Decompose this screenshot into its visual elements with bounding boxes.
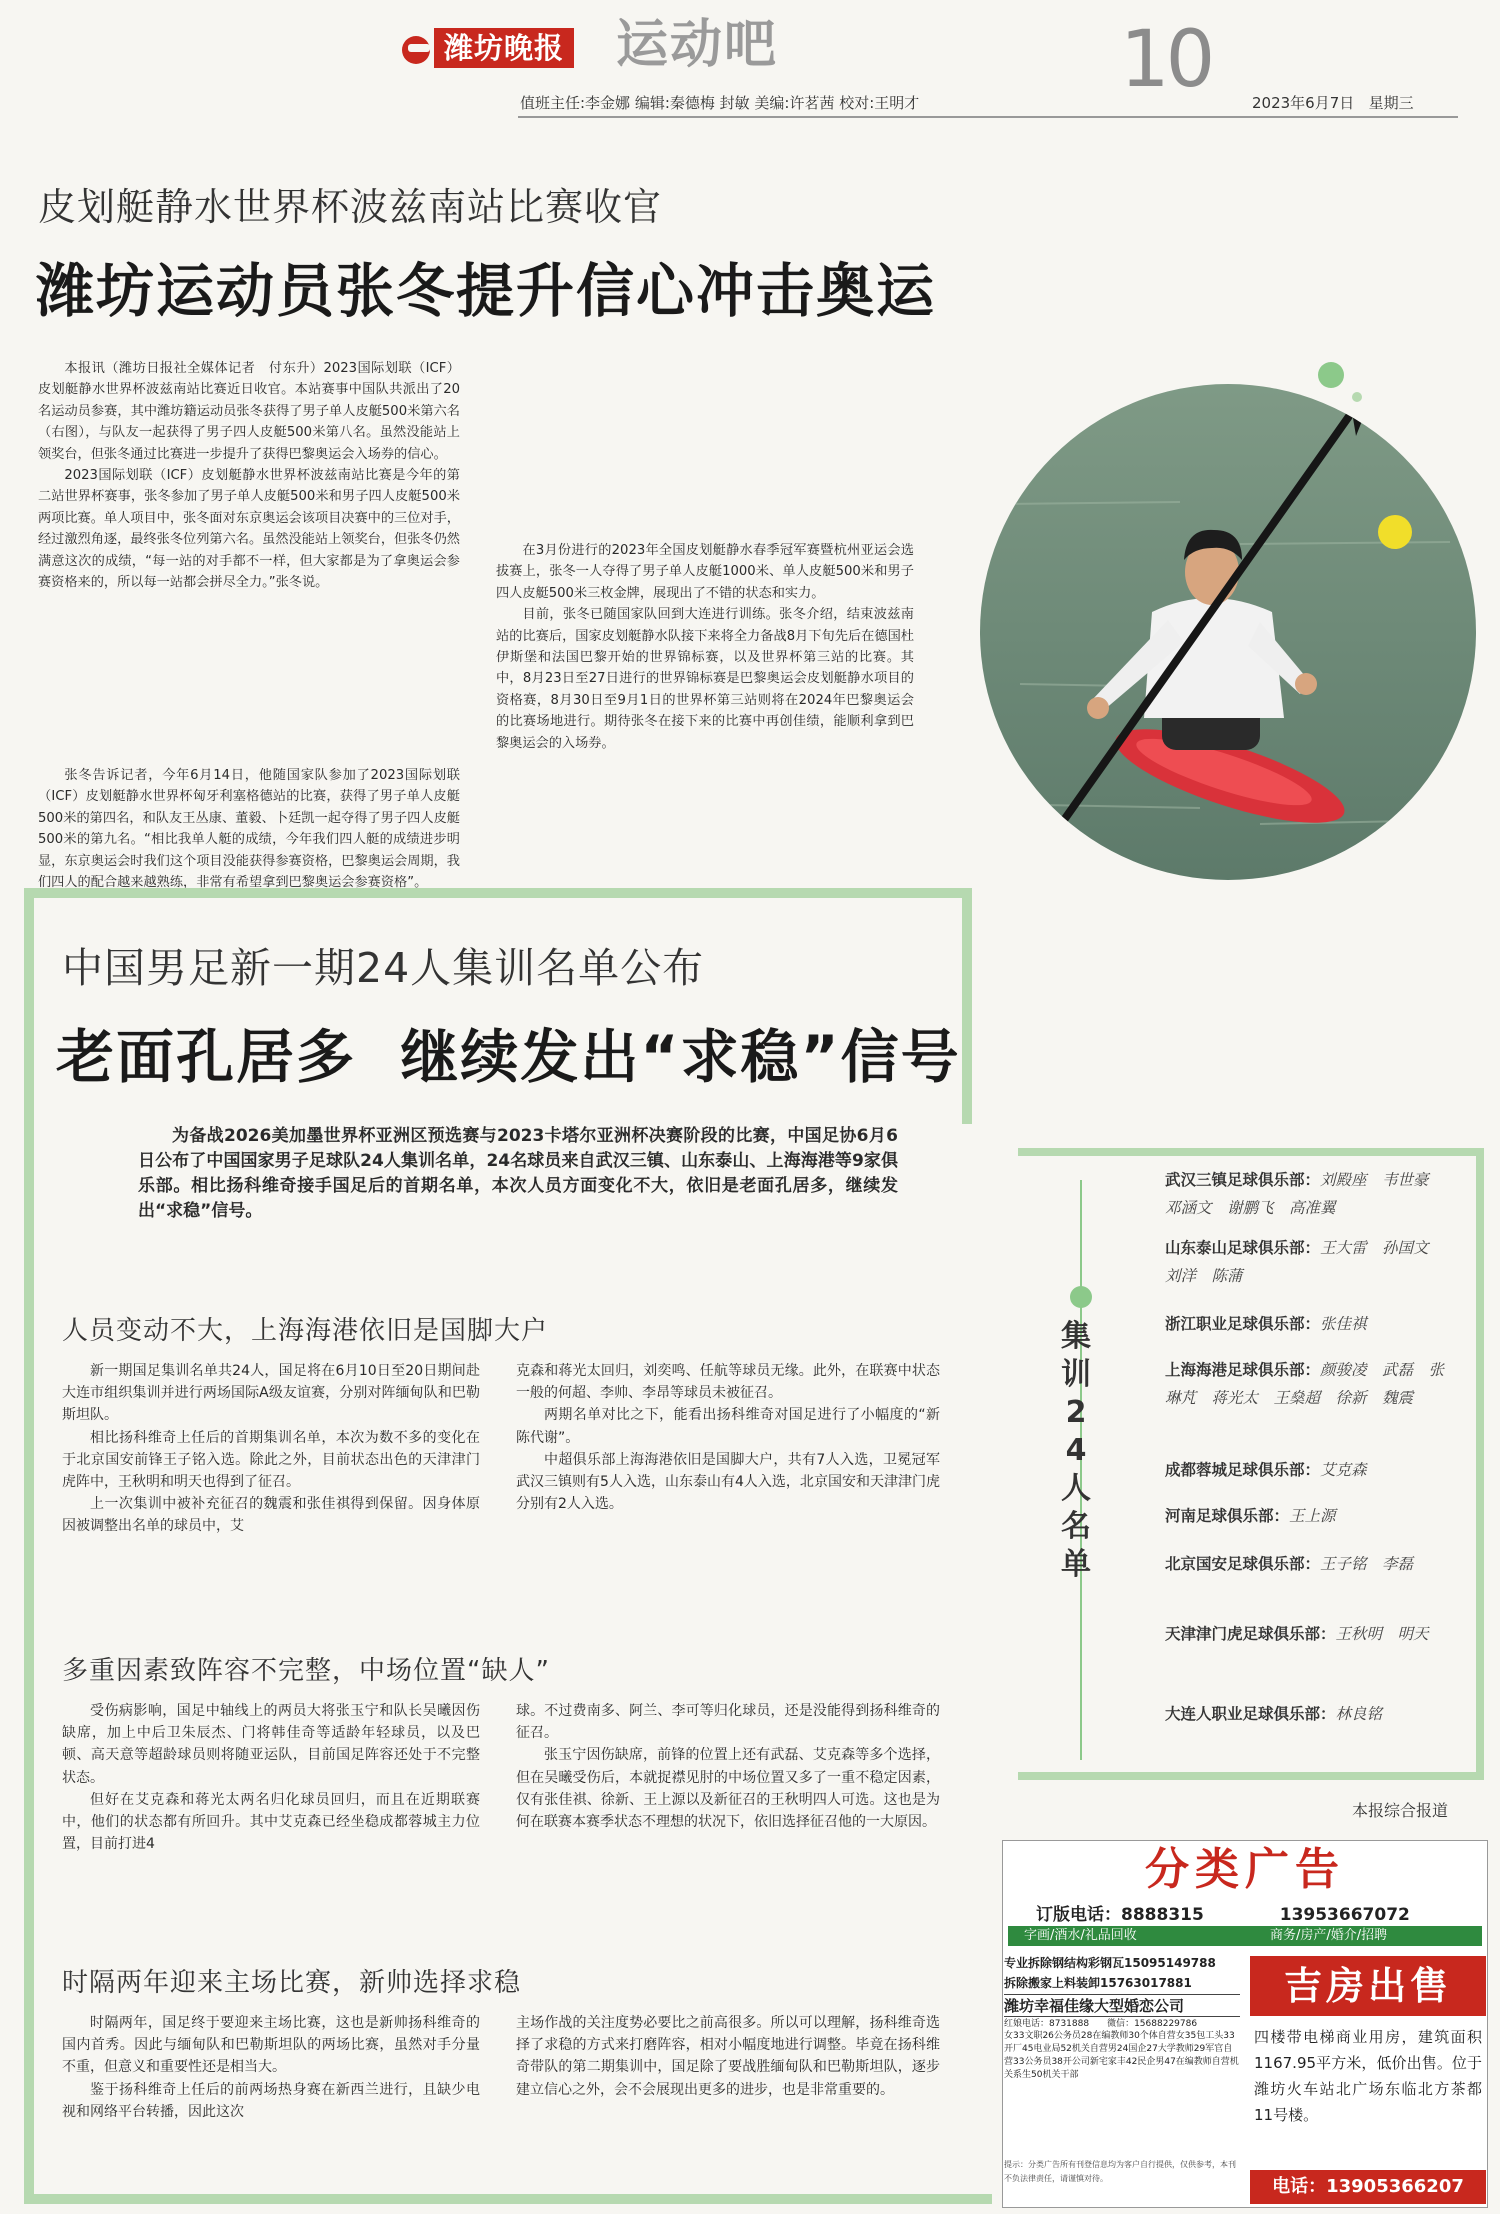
category-left: 字画/酒水/礼品回收: [1024, 1928, 1137, 1943]
section1-paragraph: 两期名单对比之下，能看出扬科维奇对国足进行了小幅度的“新陈代谢”。: [516, 1407, 940, 1446]
roster-dot: [1070, 1286, 1092, 1308]
phone-label: 订版电话：: [1036, 1905, 1121, 1925]
article1-col3: [496, 540, 914, 754]
section1-paragraph: 中超俱乐部上海海港依旧是国脚大户，共有7人入选，卫冕冠军武汉三镇则有5人入选，山东泰山有4人入选，北京国安和天津津门虎分别有2人入选。: [516, 1451, 940, 1513]
section1-left: [62, 1360, 480, 1538]
weekday: 星期三: [1368, 94, 1414, 112]
roster-players: 王上源: [1289, 1507, 1336, 1525]
section1-paragraph: 上一次集训中被补充征召的魏震和张佳祺得到保留。因身体原因被调整出名单的球员中，艾: [62, 1496, 480, 1535]
roster-club-name: 河南足球俱乐部：: [1165, 1507, 1290, 1525]
section3-paragraph: 鉴于扬科维奇上任后的前两场热身赛在新西兰进行，且缺少电视和网络平台转播，因此这次: [62, 2081, 480, 2120]
roster-club: [1165, 1310, 1455, 1338]
issue-date: [1252, 92, 1414, 113]
roster-players: 王大雷 孙国文 刘洋 陈蒲: [1165, 1239, 1445, 1285]
section2-paragraph: 受伤病影响，国足中轴线上的两员大将张玉宁和队长吴曦因伤缺席，加上中后卫朱辰杰、门将韩佳奇等适龄年轻球员，以及巴顿、高天意等超龄球员则将随亚运队，目前国足阵容还处于不完整状态。: [62, 1703, 480, 1786]
roster-players: 张佳祺: [1320, 1315, 1367, 1333]
roster-club: [1165, 1356, 1455, 1412]
phone-1: 8888315: [1121, 1905, 1204, 1925]
roster-club: [1165, 1166, 1455, 1222]
roster-club: [1165, 1700, 1455, 1728]
roster-club: [1165, 1234, 1455, 1290]
roster-players: 颜骏凌 武磊 张琳芃 蒋光太 王燊超 徐新 魏震: [1165, 1361, 1445, 1407]
roster-players: 王秋明 明天: [1335, 1625, 1429, 1643]
article1-col2: [38, 765, 460, 893]
source-credit: 本报综合报道: [1352, 1801, 1449, 1820]
classified-phones: [1036, 1900, 1476, 1925]
article1-paragraph: 2023国际划联（ICF）皮划艇静水世界杯波兹南站比赛是今年的第二站世界杯赛事，张冬参加了男子单人皮艇500米和男子四人皮艇500米两项比赛。单人项目中，张冬面对东京奥运会该项目决赛中的三位对手，经过激烈角逐，最终张冬位列第六名。虽然没能站上领奖台，但张冬仍然满意这次的成绩，“每一站的对手都不一样，但大家都是为了拿奥运会参赛资格来的，所以每一站都会拼尽全力。”张冬说。: [38, 468, 460, 591]
roster-club-name: 天津津门虎足球俱乐部：: [1165, 1625, 1336, 1643]
ad-line-2: 拆除搬家上料装卸15763017881: [1004, 1976, 1192, 1990]
category-right: 商务/房产/婚介/招聘: [1270, 1928, 1388, 1943]
housing-phone: 电话：13905366207: [1250, 2170, 1486, 2204]
roster-club-name: 武汉三镇足球俱乐部：: [1165, 1171, 1321, 1189]
section-title-3: 时隔两年迎来主场比赛，新帅选择求稳: [62, 1968, 522, 1998]
article2-kicker: 中国男足新一期24人集训名单公布: [62, 944, 705, 992]
phone-2: 13953667072: [1279, 1905, 1410, 1925]
roster-club-name: 浙江职业足球俱乐部：: [1165, 1315, 1321, 1333]
article2-lead-text: 为备战2026美加墨世界杯亚洲区预选赛与2023卡塔尔亚洲杯决赛阶段的比赛，中国足协6月6日公布了中国国家男子足球队24人集训名单，24名球员来自武汉三镇、山东泰山、上海海港等9家俱乐部。相比扬科维奇接手国足后的首期名单，本次人员方面变化不大，依旧是老面孔居多，继续发出“求稳”信号。: [138, 1126, 898, 1221]
roster-club-name: 上海海港足球俱乐部：: [1165, 1361, 1321, 1379]
section2-paragraph: 球。不过费南多、阿兰、李可等归化球员，还是没能得到扬科维奇的征召。: [516, 1703, 940, 1742]
photo-dot-small: [1352, 392, 1362, 402]
page-number: 10: [1120, 15, 1212, 105]
section-name: 运动吧: [616, 15, 779, 75]
section3-left: [62, 2012, 480, 2123]
ad-line-1: 专业拆除钢结构彩钢瓦15095149788: [1004, 1956, 1216, 1970]
section3-paragraph: 主场作战的关注度势必要比之前高很多。所以可以理解，扬科维奇选择了求稳的方式来打磨阵容，相对小幅度地进行调整。毕竟在扬科维奇带队的第二期集训中，国足除了要战胜缅甸队和巴勒斯坦队，逐步建立信心之外，会不会展现出更多的进步，也是非常重要的。: [516, 2015, 940, 2098]
article1-col1: [38, 358, 460, 593]
dating-phone: 红娘电话：8731888 微信：15688229786: [1004, 2019, 1198, 2029]
roster-players: 艾克森: [1320, 1461, 1367, 1479]
article2-frame-right: [962, 888, 972, 1124]
section3-right: [516, 2012, 940, 2101]
dating-text: 女33文职26公务员28在编教师30个体自营女35包工头33开厂45电业局52机关自营男24国企27大学教师29军官自营33公务员38开公司新宅家丰42民企男47在编教师自营机关系生50机关干部: [1004, 2031, 1239, 2080]
roster-players: 刘殿座 韦世豪 邓涵文 谢鹏飞 高准翼: [1165, 1171, 1445, 1217]
editors-line: 值班主任:李金娜 编辑:秦德梅 封敏 美编:许茗茜 校对:王明才: [520, 94, 920, 112]
article1-paragraph: 本报讯（潍坊日报社全媒体记者 付东升）2023国际划联（ICF）皮划艇静水世界杯波兹南站比赛近日收官。本站赛事中国队共派出了20名运动员参赛，其中潍坊籍运动员张冬获得了男子单人皮艇500米第六名（右图），与队友一起获得了男子四人皮艇500米第八名。虽然没能站上领奖台，但张冬通过比赛进一步提升了获得巴黎奥运会入场券的信心。: [38, 361, 460, 462]
roster-club: [1165, 1620, 1455, 1648]
section-title-2: 多重因素致阵容不完整，中场位置“缺人”: [62, 1656, 550, 1686]
article2-frame-bottom: [24, 2194, 992, 2204]
dating-title: 潍坊幸福佳缘大型婚恋公司: [1004, 1994, 1240, 2017]
housing-title: 吉房出售: [1250, 1956, 1486, 2016]
roster-club: [1165, 1502, 1455, 1530]
roster-club: [1165, 1550, 1455, 1578]
section-title-1: 人员变动不大，上海海港依旧是国脚大户: [62, 1316, 549, 1346]
section3-paragraph: 时隔两年，国足终于要迎来主场比赛，这也是新帅扬科维奇的国内首秀。因此与缅甸队和巴勒斯坦队的两场比赛，虽然对手分量不重，但意义和重要性还是相当大。: [62, 2015, 480, 2076]
section2-left: [62, 1700, 480, 1855]
masthead: [0, 0, 1500, 120]
section1-right: [516, 1360, 940, 1515]
article2-headline: 老面孔居多 继续发出“求稳”信号: [56, 1023, 961, 1091]
paddler-photo: [980, 384, 1476, 880]
masthead-divider: [518, 116, 1458, 118]
roster-club-name: 大连人职业足球俱乐部：: [1165, 1705, 1336, 1723]
section1-paragraph: 克森和蒋光太回归，刘奕鸣、任航等球员无缘。此外，在联赛中状态一般的何超、李帅、李昂等球员未被征召。: [516, 1363, 940, 1402]
housing-text: 四楼带电梯商业用房，建筑面积1167.95平方米，低价出售。位于潍坊火车站北广场东临北方茶都11号楼。: [1254, 2028, 1482, 2124]
article2-lead: [138, 1124, 898, 1224]
roster-title: 集训24人名单: [1061, 1319, 1091, 1582]
roster-club: [1165, 1456, 1455, 1484]
article1-kicker: 皮划艇静水世界杯波兹南站比赛收官: [38, 185, 663, 229]
photo-dot-large: [1318, 362, 1344, 388]
section1-paragraph: 相比扬科维奇上任后的首期集训名单，本次为数不多的变化在于北京国安前锋王子铭入选。除此之外，目前状态出色的天津津门虎阵中，王秋明和明天也得到了征召。: [62, 1429, 480, 1491]
roster-players: 林良铭: [1335, 1705, 1383, 1723]
roster-club-name: 北京国安足球俱乐部：: [1165, 1555, 1321, 1573]
section2-right: [516, 1700, 940, 1833]
section2-paragraph: 张玉宁因伤缺席，前锋的位置上还有武磊、艾克森等多个选择，但在吴曦受伤后，本就捉襟见肘的中场位置又多了一重不稳定因素，仅有张佳祺、徐新、王上源以及新征召的王秋明四人可选。这也是为何在联赛本赛季状态不理想的状况下，依旧选择征召他的一大原因。: [516, 1747, 940, 1831]
roster-players: 王子铭 李磊: [1320, 1555, 1414, 1573]
classified-title: 分类广告: [1145, 1844, 1345, 1895]
section1-paragraph: 新一期国足集训名单共24人，国足将在6月10日至20日期间赴大连市组织集训并进行两场国际A级友谊赛，分别对阵缅甸队和巴勒斯坦队。: [62, 1363, 480, 1424]
paper-name: 潍坊晚报: [434, 28, 574, 68]
article1-paragraph: 张冬告诉记者，今年6月14日，他随国家队参加了2023国际划联（ICF）皮划艇静水世界杯匈牙利塞格德站的比赛，获得了男子单人皮艇500米的第四名，和队友王丛康、董毅、卜廷凯一起夺得了男子四人皮艇500米的第九名。“相比我单人艇的成绩，今年我们四人艇的成绩进步明显，东京奥运会时我们这个项目没能获得参赛资格，巴黎奥运会周期，我们四人的配合越来越熟练，非常有希望拿到巴黎奥运会参赛资格”。: [38, 768, 460, 891]
roster-club-name: 成都蓉城足球俱乐部：: [1165, 1461, 1321, 1479]
paper-logo-mark: [408, 44, 430, 52]
date: 2023年6月7日: [1252, 94, 1355, 112]
section2-paragraph: 但好在艾克森和蒋光太两名归化球员回归，而且在近期联赛中，他们的状态都有所回升。其中艾克森已经坐稳成都蓉城主力位置，目前打进4: [62, 1791, 480, 1853]
roster-club-name: 山东泰山足球俱乐部：: [1165, 1239, 1321, 1257]
footer-note: 提示：分类广告所有刊登信息均为客户自行提供，仅供参考，本刊不负法律责任，请谨慎对待。: [1004, 2160, 1236, 2183]
article1-paragraph: 目前，张冬已随国家队回到大连进行训练。张冬介绍，结束波兹南站的比赛后，国家皮划艇静水队接下来将全力备战8月下旬先后在德国杜伊斯堡和法国巴黎开始的世界锦标赛，以及世界杯第三站的比赛。其中，8月23日至27日进行的世界锦标赛是巴黎奥运会皮划艇静水项目的资格赛，8月30日至9月1日的世界杯第三站则将在2024年巴黎奥运会的比赛场地进行。期待张冬在接下来的比赛中再创佳绩，能顺利拿到巴黎奥运会的入场券。: [496, 607, 914, 751]
article1-paragraph: 在3月份进行的2023年全国皮划艇静水春季冠军赛暨杭州亚运会选拔赛上，张冬一人夺得了男子单人皮艇1000米、单人皮艇500米和男子四人皮艇500米三枚金牌，展现出了不错的状态和实力。: [496, 543, 914, 601]
article1-headline: 潍坊运动员张冬提升信心冲击奥运: [36, 257, 937, 325]
